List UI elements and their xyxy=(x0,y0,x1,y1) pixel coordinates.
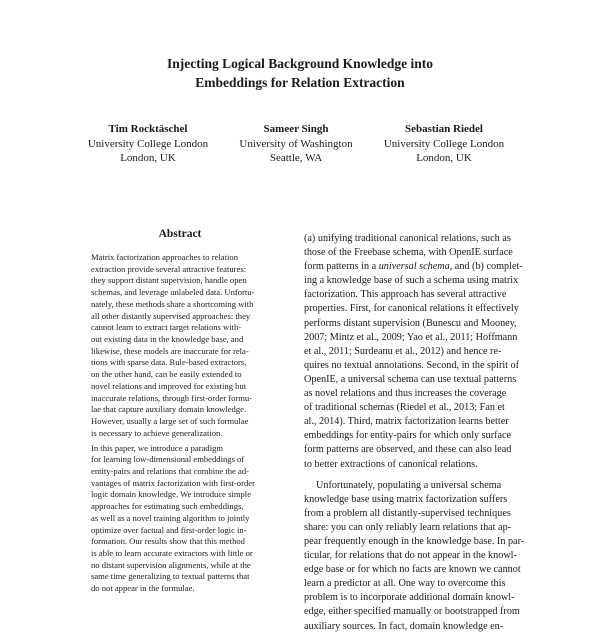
text-line: knowledge base using matrix factorization suffers xyxy=(304,493,508,505)
text-line: out existing data in the knowledge base, and xyxy=(91,334,244,345)
text-line: lae that capture auxiliary domain knowledge. xyxy=(91,404,247,415)
text-line: to better extractions of canonical relations. xyxy=(304,458,478,470)
author-affiliation: University of Washington xyxy=(239,137,353,150)
author-location: London, UK xyxy=(120,152,176,164)
text-line: is able to learn accurate extractors with little or xyxy=(91,547,253,558)
author-name: Tim Rocktäschel xyxy=(108,123,188,135)
text-line: cannot learn to extract target relations with- xyxy=(91,322,242,333)
text-line: ticular, for relations that do not appear in the knowl- xyxy=(304,550,517,562)
text-line: as well as a novel training algorithm to jointly xyxy=(91,512,250,523)
text-line: vantages of matrix factorization with first-order xyxy=(91,477,255,488)
text-line: is necessary to achieve generalization. xyxy=(91,427,223,438)
text-line: form patterns in a universal schema, and (b) complet- xyxy=(304,261,523,273)
text-line: properties. First, for canonical relations it effectively xyxy=(304,303,519,315)
text-line: quires no textual annotations. Second, in the spirit of xyxy=(304,359,520,371)
text-line: nately, these methods share a shortcoming with xyxy=(91,298,254,309)
abstract-heading: Abstract xyxy=(158,228,202,240)
author-name: Sebastian Riedel xyxy=(405,123,483,135)
text-line: ing a knowledge base of such a schema using matrix xyxy=(304,275,519,287)
text-line: edge, either specified manually or bootstrapped from xyxy=(304,606,520,618)
text-line: embeddings for entity-pairs for which only surface xyxy=(304,430,512,442)
text-line: same time generalizing to textual patterns that xyxy=(91,571,250,582)
text-line: However, usually a large set of such formulae xyxy=(91,416,249,427)
text-line: approaches for estimating such embeddings, xyxy=(91,501,244,512)
text-line: inaccurate relations, through first-order formu- xyxy=(91,392,253,403)
text-line: performs distant supervision (Bunescu and Mooney, xyxy=(304,317,517,329)
body-paragraph-2 xyxy=(304,479,524,634)
text-line: auxiliary sources. In fact, domain knowledge en- xyxy=(304,620,504,632)
title-line-1: Injecting Logical Background Knowledge into xyxy=(166,56,434,71)
abstract-paragraph-2 xyxy=(91,443,271,595)
text-line: for learning low-dimensional embeddings of xyxy=(91,454,245,465)
text-line: 2007; Mintz et al., 2009; Yao et al., 2011; Hoffmann xyxy=(304,331,518,343)
author-name: Sameer Singh xyxy=(263,123,329,135)
author-affiliation: University College London xyxy=(87,137,209,150)
text-line: OpenIE, a universal schema can use textual patterns xyxy=(304,373,517,385)
author-block xyxy=(354,122,534,166)
text-line: share: you can only reliably learn relations that ap- xyxy=(304,521,512,533)
abstract-paragraph-1 xyxy=(91,252,271,440)
text-line: no distant supervision alignments, while at the xyxy=(91,559,251,570)
text-line: et al., 2011; Surdeanu et al., 2012) and hence re- xyxy=(304,345,502,357)
text-line: novel relations and improved for existing but xyxy=(91,380,247,391)
abstract-body xyxy=(91,252,271,595)
text-line: Unfortunately, populating a universal schema xyxy=(316,479,502,491)
text-line: Matrix factorization approaches to relation xyxy=(91,252,238,262)
author-affiliation: University College London xyxy=(383,137,505,150)
text-line: from a problem all distantly-supervised techniques xyxy=(304,507,511,519)
text-line: al., 2014). Third, matrix factorization learns better xyxy=(304,416,509,428)
author-location: Seattle, WA xyxy=(269,152,323,164)
text-line: tions with sparse data. Rule-based extractors, xyxy=(91,357,247,368)
text-line: optimize over factual and first-order logic in- xyxy=(91,524,247,535)
text-line: schemas, and leverage unlabeled data. Unfortu- xyxy=(91,287,255,298)
text-line: of traditional schemas (Riedel et al., 2013; Fan et xyxy=(304,402,505,414)
author-location: London, UK xyxy=(416,152,472,164)
text-line: (a) unifying traditional canonical relations, such as xyxy=(304,233,511,244)
title-line-2: Embeddings for Relation Extraction xyxy=(195,75,405,90)
text-line: form patterns are observed, and these can also lead xyxy=(304,444,512,456)
text-line: In this paper, we introduce a paradigm xyxy=(91,442,224,453)
text-line: as novel relations and thus increases the coverage xyxy=(304,388,507,400)
text-line: logic domain knowledge. We introduce simple xyxy=(91,489,252,500)
text-line: they support distant supervision, handle open xyxy=(91,275,247,286)
text-line: on the other hand, can be easily extended to xyxy=(91,369,242,380)
text-line: all other distantly supervised approaches: they xyxy=(91,310,251,321)
text-line: learn a predictor at all. One way to overcome this xyxy=(304,578,506,590)
text-line: extraction provide several attractive features: xyxy=(91,263,247,274)
text-line: do not appear in the formulae. xyxy=(91,583,195,594)
body-paragraph-1 xyxy=(304,232,524,472)
paper-title xyxy=(0,54,600,92)
text-line: pear frequently enough in the knowledge base. In par- xyxy=(304,535,525,547)
text-line: entity-pairs and relations that combine the ad- xyxy=(91,465,249,476)
intro-body xyxy=(304,232,524,634)
text-line: likewise, these models are inaccurate for rela- xyxy=(91,345,249,356)
text-line: factorization. This approach has several attractive xyxy=(304,289,507,301)
text-line: formation. Our results show that this method xyxy=(91,536,245,547)
text-line: edge base or for which no facts are known we cannot xyxy=(304,564,521,576)
text-line: problem is to incorporate additional domain knowl- xyxy=(304,592,515,604)
text-line: those of the Freebase schema, with OpenIE surface xyxy=(304,247,513,259)
